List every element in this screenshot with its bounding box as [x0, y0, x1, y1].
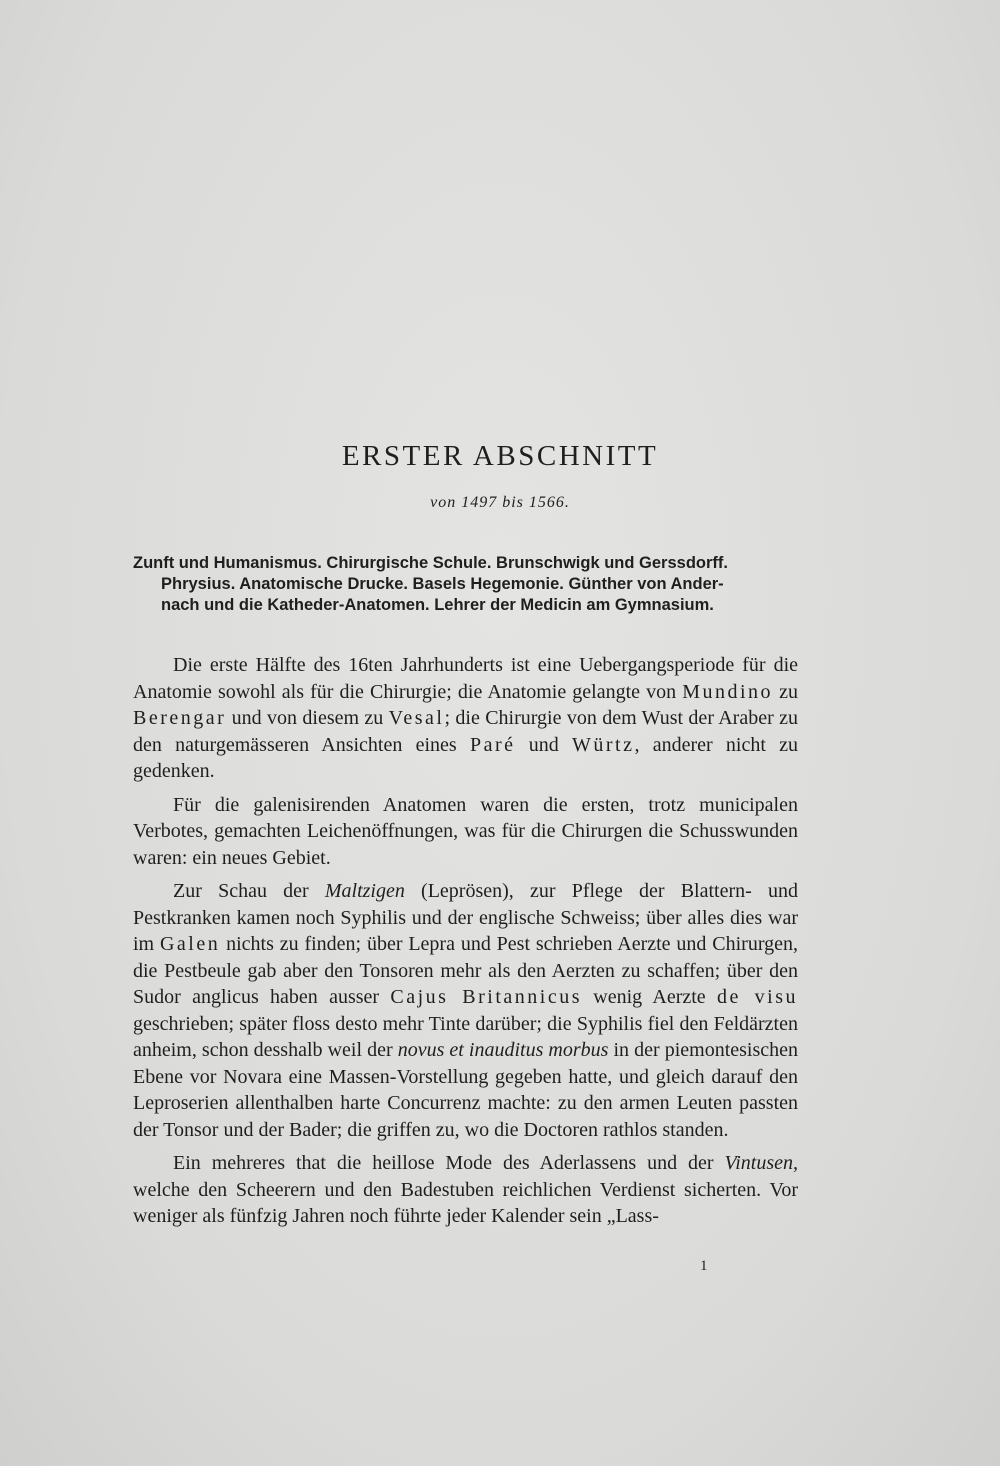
text-segment: und von diesem zu — [226, 707, 389, 729]
spaced-name: Galen — [159, 933, 221, 955]
summary-line: Zunft und Humanismus. Chirurgische Schule. Brunschwigk und Gerssdorff. — [133, 554, 728, 572]
spaced-name: Paré — [469, 733, 516, 756]
text-segment: in der piemontesischen Ebene vor Novara eine Massen-Vorstellung gegeben hatte, und gleich darauf den Leproserien allenthalben harte Concurrenz machte: zu den armen Leuten passten der Tonsor und der Bader; die griffen zu, wo die Doctoren rathlos standen. — [133, 1039, 799, 1141]
text-segment: geschrieben; später floss desto mehr Tinte darüber; die Syphilis fiel den Feldärzten anheim, schon desshalb weil der — [133, 1012, 798, 1061]
text-segment: und — [515, 733, 572, 756]
spaced-name: de visu — [716, 986, 799, 1008]
text-segment: ; die Chirurgie von dem Wust der Araber zu den naturgemässeren Ansichten eines — [133, 707, 798, 756]
text-segment: nichts zu finden; über Lepra und Pest schrieben Aerzte und Chirurgen, die Pestbeule gab aber den Tonsoren mehr als den Aerzten zu schaffen; über den Sudor anglicus haben ausser — [133, 933, 798, 1008]
spaced-name: Cajus Britannicus — [390, 986, 582, 1008]
summary-line: Phrysius. Anatomische Drucke. Basels Hegemonie. Günther von Ander- — [161, 575, 724, 593]
text-segment: Zur Schau der — [173, 880, 325, 902]
text-segment: wenig Aerzte — [581, 986, 717, 1008]
summary-line: nach und die Katheder-Anatomen. Lehrer der Medicin am Gymnasium. — [161, 596, 714, 614]
text-segment: , anderer nicht zu gedenken. — [133, 733, 799, 782]
spaced-name: Würtz — [571, 733, 635, 756]
chapter-summary — [133, 553, 798, 616]
chapter-subtitle: von 1497 bis 1566. — [430, 494, 570, 511]
spaced-name: Mundino — [682, 680, 774, 703]
text-segment: welche den Scheerern und den Badestuben reichlichen Verdienst sicherten. Vor weniger als fünfzig Jahren noch führte jeder Kalender sein „Lass- — [133, 1178, 798, 1227]
paragraph — [133, 652, 798, 785]
paragraph — [133, 878, 798, 1143]
italic-text: Vintusen, — [724, 1152, 798, 1174]
text-segment: Für die galenisirenden Anatomen waren die ersten, trotz municipalen Verbotes, gemachten Leichenöffnungen, was für die Chirurgen die Schusswunden waren: ein neues Gebiet. — [133, 793, 798, 869]
text-segment: Die erste Hälfte des 16ten Jahrhunderts ist eine Uebergangsperiode für die Anatomie sowohl als für die Chirurgie; die Anatomie gelangte von — [133, 654, 798, 703]
spaced-name: Berengar — [133, 707, 227, 729]
text-segment: Ein mehreres that die heillose Mode des Aderlassens und der — [173, 1152, 725, 1174]
italic-text: Maltzigen — [324, 880, 405, 902]
page-number: 1 — [700, 1258, 708, 1274]
chapter-heading: ERSTER ABSCHNITT — [341, 440, 659, 472]
text-segment: (Leprösen), zur Pflege der Blattern- und Pestkranken kamen noch Syphilis und der englische Schweiss; über alles dies war im — [133, 880, 798, 955]
spaced-name: Vesal — [388, 707, 445, 729]
paragraph — [133, 792, 798, 872]
text-segment: zu — [773, 680, 798, 703]
italic-text: novus et inauditus morbus — [397, 1039, 609, 1061]
paragraph — [133, 1150, 798, 1230]
body-text — [133, 652, 798, 1237]
